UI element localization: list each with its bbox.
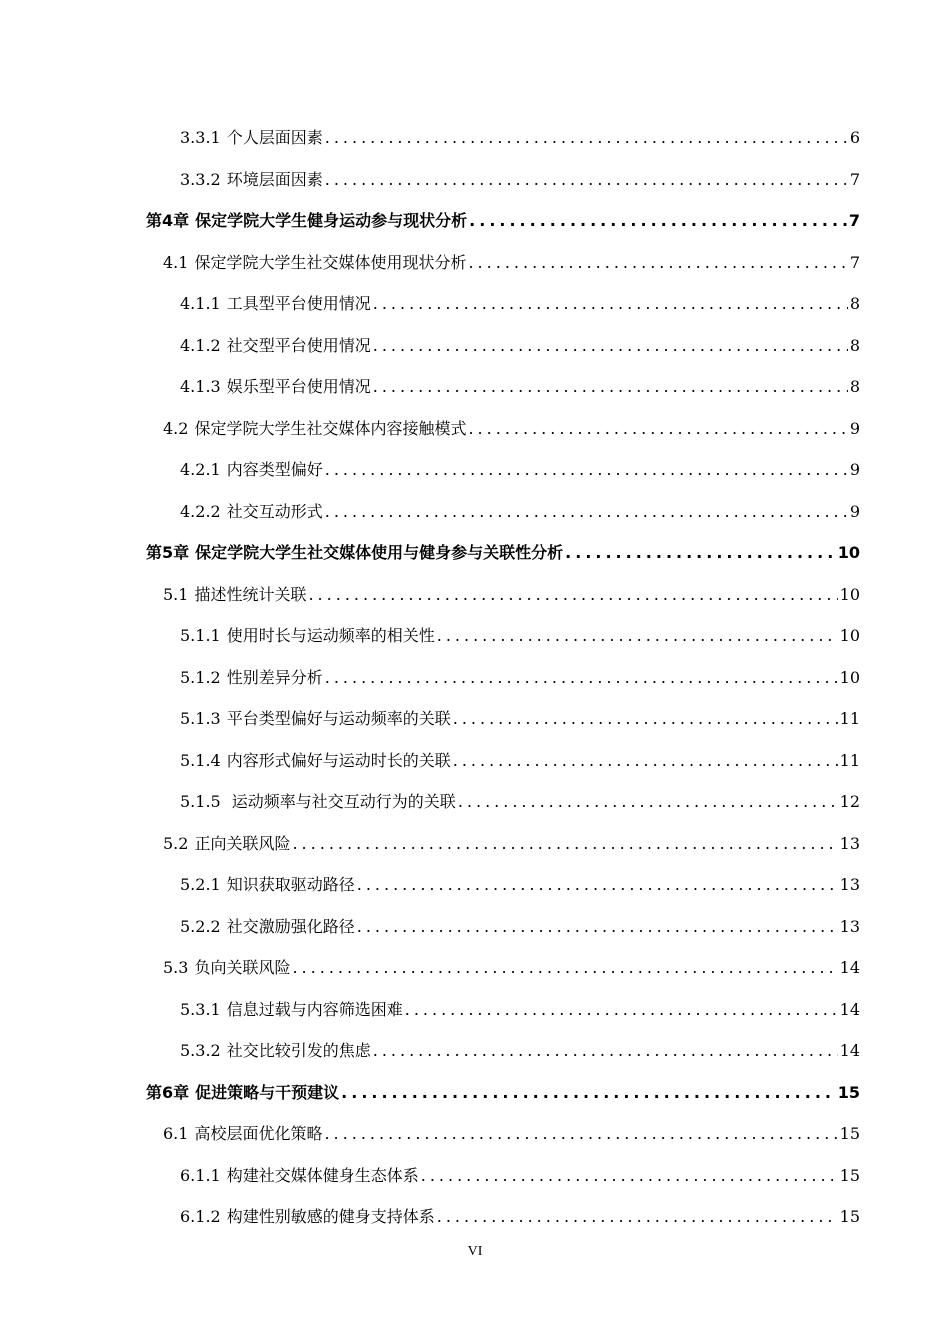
toc-entry[interactable] bbox=[163, 243, 860, 271]
toc-dot-leader bbox=[453, 711, 838, 727]
toc-entry-number: 5.3.1 bbox=[180, 999, 221, 1019]
toc-dot-leader bbox=[453, 753, 838, 769]
toc-entry[interactable] bbox=[180, 284, 860, 312]
toc-entry-page: 13 bbox=[839, 916, 860, 936]
toc-dot-leader bbox=[437, 1209, 838, 1225]
toc-entry-text bbox=[163, 960, 290, 976]
toc-entry-text bbox=[180, 916, 355, 936]
toc-entry-page: 9 bbox=[849, 460, 860, 479]
toc-entry-title: 信息过载与内容筛选困难 bbox=[226, 999, 403, 1019]
toc-entry-title: 构建社交媒体健身生态体系 bbox=[226, 1165, 419, 1185]
toc-entry-title: 正向关联风险 bbox=[194, 833, 291, 853]
toc-entry-page: 12 bbox=[839, 792, 860, 811]
toc-dot-leader bbox=[325, 130, 848, 146]
toc-entry-text bbox=[180, 1043, 371, 1059]
toc-entry-page: 14 bbox=[839, 958, 860, 977]
toc-entry-number: 6.1.1 bbox=[180, 1165, 221, 1185]
toc-dot-leader bbox=[373, 338, 848, 354]
toc-entry[interactable] bbox=[180, 1156, 860, 1184]
toc-entry-title: 性别差异分析 bbox=[226, 667, 323, 687]
toc-entry-number: 5.1.5 bbox=[180, 792, 221, 811]
toc-dot-leader bbox=[373, 379, 848, 395]
toc-entry-text bbox=[163, 833, 291, 853]
toc-entry-text bbox=[163, 252, 467, 272]
toc-entry-number: 5.2.1 bbox=[180, 875, 221, 894]
toc-entry[interactable] bbox=[180, 160, 860, 188]
toc-dot-leader bbox=[292, 960, 837, 976]
toc-entry[interactable] bbox=[180, 326, 860, 354]
toc-entry-number: 5.1.2 bbox=[180, 667, 221, 687]
toc-entry-text bbox=[146, 213, 467, 229]
toc-entry-number: 5.1 bbox=[163, 584, 189, 604]
toc-entry-page: 10 bbox=[837, 543, 860, 562]
toc-entry-text bbox=[180, 794, 456, 810]
toc-entry-number: 5.1.1 bbox=[180, 626, 221, 645]
toc-entry-page: 7 bbox=[848, 211, 860, 230]
toc-entry-number: 5.3 bbox=[163, 958, 189, 977]
toc-entry[interactable] bbox=[180, 1031, 860, 1059]
toc-entry-text bbox=[180, 462, 323, 478]
toc-entry-number: 3.3.2 bbox=[180, 169, 221, 189]
toc-entry[interactable] bbox=[163, 575, 860, 603]
toc-entry-number: 第6章 bbox=[146, 1082, 190, 1102]
toc-entry[interactable] bbox=[180, 907, 860, 935]
toc-entry-title: 运动频率与社交互动行为的关联 bbox=[226, 792, 456, 811]
toc-entry-title: 使用时长与运动频率的相关性 bbox=[226, 626, 435, 645]
toc-entry-title: 工具型平台使用情况 bbox=[226, 294, 371, 313]
toc-entry[interactable] bbox=[180, 699, 860, 727]
toc-dot-leader bbox=[292, 836, 837, 852]
toc-entry[interactable] bbox=[180, 782, 860, 810]
toc-entry-title: 社交互动形式 bbox=[226, 501, 323, 521]
toc-entry[interactable] bbox=[180, 865, 860, 893]
toc-entry-page: 9 bbox=[849, 418, 860, 438]
toc-entry-title: 个人层面因素 bbox=[226, 128, 323, 147]
toc-entry-title: 环境层面因素 bbox=[226, 169, 323, 189]
toc-entry-page: 10 bbox=[839, 584, 860, 604]
toc-entry-page: 14 bbox=[839, 999, 860, 1019]
toc-entry-text bbox=[146, 1082, 340, 1102]
toc-entry-page: 13 bbox=[839, 833, 860, 853]
toc-entry-page: 10 bbox=[839, 626, 860, 645]
toc-entry-title: 知识获取驱动路径 bbox=[226, 875, 355, 894]
toc-dot-leader bbox=[324, 1126, 837, 1142]
toc-entry-page: 13 bbox=[839, 875, 860, 894]
toc-entry-number: 4.1.2 bbox=[180, 335, 221, 355]
toc-entry-page: 8 bbox=[849, 335, 860, 355]
toc-entry-page: 14 bbox=[839, 1041, 860, 1060]
toc-entry-text bbox=[180, 130, 323, 146]
toc-entry-text bbox=[180, 1209, 435, 1225]
toc-dot-leader bbox=[325, 670, 838, 686]
toc-entry-text bbox=[180, 335, 371, 355]
toc-entry-title: 社交激励强化路径 bbox=[226, 916, 355, 936]
toc-dot-leader bbox=[458, 794, 838, 810]
toc-entry-page: 9 bbox=[849, 501, 860, 521]
toc-entry[interactable] bbox=[146, 1073, 860, 1101]
toc-entry-text bbox=[180, 667, 323, 687]
toc-entry-number: 5.1.3 bbox=[180, 709, 221, 728]
toc-entry-title: 高校层面优化策略 bbox=[194, 1124, 323, 1143]
toc-entry-title: 保定学院大学生健身运动参与现状分析 bbox=[195, 211, 468, 230]
toc-entry[interactable] bbox=[180, 450, 860, 478]
toc-dot-leader bbox=[373, 296, 848, 312]
toc-entry[interactable] bbox=[180, 990, 860, 1018]
toc-entry-number: 4.2.2 bbox=[180, 501, 221, 521]
toc-dot-leader bbox=[357, 919, 838, 935]
toc-entry-number: 6.1.2 bbox=[180, 1207, 221, 1226]
toc-entry[interactable] bbox=[180, 118, 860, 146]
toc-dot-leader bbox=[325, 462, 848, 478]
toc-entry-text bbox=[180, 877, 355, 893]
toc-entry[interactable] bbox=[163, 409, 860, 437]
toc-dot-leader bbox=[373, 1043, 838, 1059]
toc-entry-title: 内容形式偏好与运动时长的关联 bbox=[226, 750, 451, 770]
page-number: VI bbox=[467, 1244, 483, 1259]
toc-entry-number: 5.2 bbox=[163, 833, 189, 853]
toc-entry-number: 5.3.2 bbox=[180, 1041, 221, 1060]
toc-dot-leader bbox=[341, 1085, 836, 1101]
toc-dot-leader bbox=[308, 587, 837, 603]
toc-entry[interactable] bbox=[163, 824, 860, 852]
toc-entry-number: 3.3.1 bbox=[180, 128, 221, 147]
toc-entry-text bbox=[180, 1165, 419, 1185]
toc-entry-title: 描述性统计关联 bbox=[194, 584, 307, 604]
toc-entry-page: 11 bbox=[839, 709, 860, 728]
toc-entry-text bbox=[180, 999, 403, 1019]
toc-entry-text bbox=[163, 418, 467, 438]
toc-entry-page: 15 bbox=[839, 1207, 860, 1226]
toc-entry-text bbox=[180, 379, 371, 395]
toc-dot-leader bbox=[565, 545, 836, 561]
toc-entry-title: 促进策略与干预建议 bbox=[195, 1082, 340, 1102]
toc-entry-number: 5.1.4 bbox=[180, 750, 221, 770]
toc-entry-text bbox=[180, 628, 435, 644]
toc-entry-number: 4.1 bbox=[163, 252, 189, 272]
toc-entry-page: 15 bbox=[839, 1124, 860, 1143]
toc-entry-page: 15 bbox=[839, 1165, 860, 1185]
toc-entry-text bbox=[180, 711, 451, 727]
toc-dot-leader bbox=[325, 172, 848, 188]
toc-entry[interactable] bbox=[163, 1114, 860, 1142]
toc-entry-text bbox=[180, 750, 451, 770]
toc-entry[interactable] bbox=[146, 201, 860, 229]
toc-dot-leader bbox=[421, 1168, 838, 1184]
toc-dot-leader bbox=[437, 628, 838, 644]
toc-entry-title: 内容类型偏好 bbox=[226, 460, 323, 479]
toc-entry-page: 8 bbox=[849, 377, 860, 396]
toc-entry-title: 社交比较引发的焦虑 bbox=[226, 1041, 371, 1060]
toc-entry-title: 保定学院大学生社交媒体使用与健身参与关联性分析 bbox=[195, 543, 564, 562]
toc-entry-number: 第4章 bbox=[146, 211, 190, 230]
toc-entry-number: 4.2 bbox=[163, 418, 189, 438]
toc-entry-text bbox=[180, 296, 371, 312]
toc-dot-leader bbox=[357, 877, 838, 893]
toc-dot-leader bbox=[405, 1002, 838, 1018]
toc-entry-title: 负向关联风险 bbox=[194, 958, 291, 977]
toc-entry-page: 10 bbox=[839, 667, 860, 687]
toc-entry-page: 8 bbox=[849, 294, 860, 313]
toc-entry[interactable] bbox=[146, 533, 860, 561]
toc-entry-text bbox=[180, 501, 323, 521]
toc-entry-page: 7 bbox=[849, 252, 860, 272]
toc-entry-title: 娱乐型平台使用情况 bbox=[226, 377, 371, 396]
toc-entry-title: 社交型平台使用情况 bbox=[226, 335, 371, 355]
toc-entry[interactable] bbox=[180, 492, 860, 520]
toc-entry-number: 6.1 bbox=[163, 1124, 189, 1143]
toc-entry-number: 4.1.3 bbox=[180, 377, 221, 396]
toc-entry-page: 15 bbox=[837, 1082, 860, 1102]
toc-entry[interactable] bbox=[180, 616, 860, 644]
toc-entry-title: 构建性别敏感的健身支持体系 bbox=[226, 1207, 435, 1226]
toc-entry-page: 7 bbox=[849, 169, 860, 189]
toc-entry-page: 6 bbox=[849, 128, 860, 147]
toc-entry-text bbox=[146, 545, 563, 561]
toc-entry-text bbox=[180, 169, 323, 189]
toc-entry-title: 平台类型偏好与运动频率的关联 bbox=[226, 709, 451, 728]
toc-entry-page: 11 bbox=[839, 750, 860, 770]
toc-entry-number: 4.1.1 bbox=[180, 294, 221, 313]
toc-entry[interactable] bbox=[180, 1197, 860, 1225]
toc-entry-title: 保定学院大学生社交媒体内容接触模式 bbox=[194, 418, 467, 438]
toc-entry[interactable] bbox=[163, 948, 860, 976]
toc-entry[interactable] bbox=[180, 741, 860, 769]
toc-dot-leader bbox=[468, 255, 847, 271]
toc-entry-number: 5.2.2 bbox=[180, 916, 221, 936]
toc-entry-title: 保定学院大学生社交媒体使用现状分析 bbox=[194, 252, 467, 272]
toc-entry-number: 4.2.1 bbox=[180, 460, 221, 479]
toc-dot-leader bbox=[325, 504, 848, 520]
toc-entry[interactable] bbox=[180, 367, 860, 395]
toc-dot-leader bbox=[469, 213, 847, 229]
toc-dot-leader bbox=[468, 421, 847, 437]
toc-entry-text bbox=[163, 1126, 322, 1142]
toc-entry[interactable] bbox=[180, 658, 860, 686]
toc-entry-text bbox=[163, 584, 307, 604]
toc-entry-number: 第5章 bbox=[146, 543, 190, 562]
